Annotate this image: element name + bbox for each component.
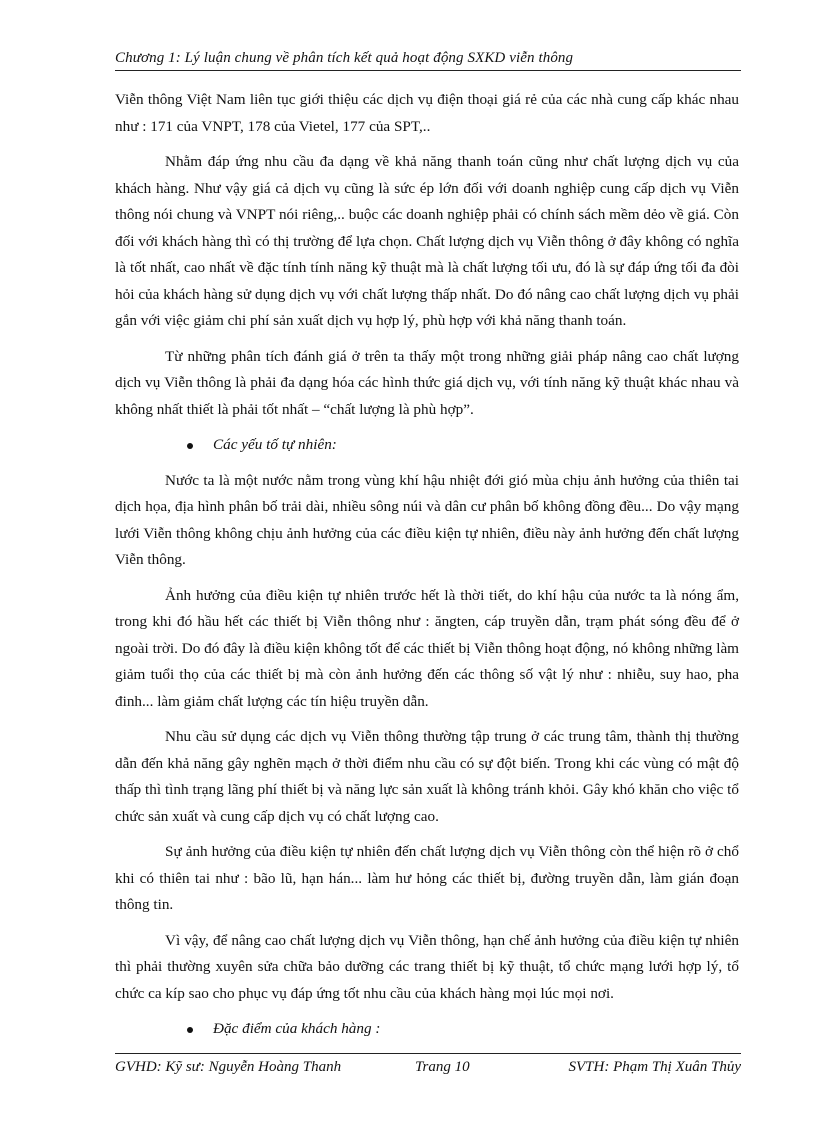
paragraph-7: Sự ảnh hưởng của điều kiện tự nhiên đến chất lượng dịch vụ Viễn thông còn thể hiện rõ ở chổ khi có thiên tai như : bão lũ, hạn hán... làm hư hỏng các thiết bị, đường truyền dẫn, làm gián đoạn thông tin. [115, 843, 739, 913]
paragraph-3: Từ những phân tích đánh giá ở trên ta thấy một trong những giải pháp nâng cao chất lượng dịch vụ Viễn thông là phải đa dạng hóa các hình thức giá dịch vụ, với tính năng kỹ thuật khác nhau và không nhất thiết là phải tốt nhất – “chất lượng là phù hợp”. [115, 347, 739, 418]
header-divider [115, 70, 741, 71]
paragraph-4: Nước ta là một nước nằm trong vùng khí hậu nhiệt đới gió mùa chịu ảnh hưởng của thiên tai dịch họa, địa hình phân bố trải dài, nhiều sông núi và dân cư phân bố không đồng đều... Do vậy mạng lưới Viễn thông không chịu ảnh hưởng của các điều kiện tự nhiên, điều này ảnh hưởng đến chất lượng Viễn thông. [115, 471, 739, 568]
bullet-dot-icon [187, 1027, 193, 1033]
footer-advisor: GVHD: Kỹ sư: Nguyễn Hoàng Thanh [115, 1059, 342, 1075]
bullet-natural-factors [115, 432, 739, 459]
footer-student: SVTH: Phạm Thị Xuân Thủy [568, 1059, 741, 1075]
bullet-customer-characteristics [115, 1016, 739, 1043]
bullet-dot-icon [187, 443, 193, 449]
paragraph-8: Vì vậy, để nâng cao chất lượng dịch vụ Viễn thông, hạn chế ảnh hưởng của điều kiện tự nhiên thì phải thường xuyên sửa chữa bảo dưỡng các trang thiết bị kỹ thuật, tổ chức mạng lưới hợp lý, tổ chức ca kíp sao cho phục vụ đáp ứng tốt nhu cầu của khách hàng mọi lúc mọi nơi. [115, 931, 739, 1002]
paragraph-6: Nhu cầu sử dụng các dịch vụ Viễn thông thường tập trung ở các trung tâm, thành thị thường dẫn đến khả năng gây nghẽn mạch ở thời điểm nhu cầu có sự đột biến. Trong khi các vùng có mật độ thấp thì tình trạng lãng phí thiết bị và năng lực sản xuất là không tránh khỏi. Gây khó khăn cho việc tổ chức sản xuất và cung cấp dịch vụ có chất lượng cao. [115, 728, 739, 825]
document-body [115, 87, 739, 1052]
footer-divider [115, 1053, 741, 1054]
footer-page-number: Trang 10 [415, 1059, 470, 1075]
page-header-title: Chương 1: Lý luận chung về phân tích kết quả hoạt động SXKD viễn thông [115, 50, 574, 66]
paragraph-2: Nhằm đáp ứng nhu cầu đa dạng về khả năng thanh toán cũng như chất lượng dịch vụ của khách hàng. Như vậy giá cả dịch vụ cũng là sức ép lớn đối với doanh nghiệp cung cấp dịch vụ Viễn thông nói chung và VNPT nói riêng,.. buộc các doanh nghiệp phải có chính sách mềm dẻo về giá. Còn đối với khách hàng thì có thị trường để lựa chọn. Chất lượng dịch vụ Viễn thông ở đây không có nghĩa là tốt nhất, cao nhất về đặc tính tính năng kỹ thuật mà là chất lượng tối ưu, đó là sự đáp ứng tối đa đòi hỏi của khách hàng sử dụng dịch vụ với chất lượng thấp nhất. Do đó nâng cao chất lượng dịch vụ phải gắn với việc giảm chi phí sản xuất dịch vụ hợp lý, phù hợp với khả năng thanh toán. [115, 153, 739, 329]
bullet-customer-characteristics-label: Đặc điểm của khách hàng : [213, 1020, 381, 1037]
paragraph-5: Ảnh hưởng của điều kiện tự nhiên trước hết là thời tiết, do khí hậu của nước ta là nóng ẩm, trong khi đó hầu hết các thiết bị Viễn thông như : ăngten, cáp truyền dẫn, trạm phát sóng đều để ở ngoài trời. Do đó đây là điều kiện không tốt để các thiết bị Viễn thông hoạt động, nó không những làm giảm tuổi thọ của các thiết bị mà còn ảnh hưởng đến các thông số vật lý như : nhiễu, suy hao, pha đinh... làm giảm chất lượng các tín hiệu truyền dẫn. [115, 586, 739, 710]
paragraph-1: Viễn thông Việt Nam liên tục giới thiệu các dịch vụ điện thoại giá rẻ của các nhà cung cấp khác nhau như : 171 của VNPT, 178 của Vietel, 177 của SPT,.. [115, 91, 739, 135]
bullet-natural-factors-label: Các yếu tố tự nhiên: [213, 436, 337, 453]
